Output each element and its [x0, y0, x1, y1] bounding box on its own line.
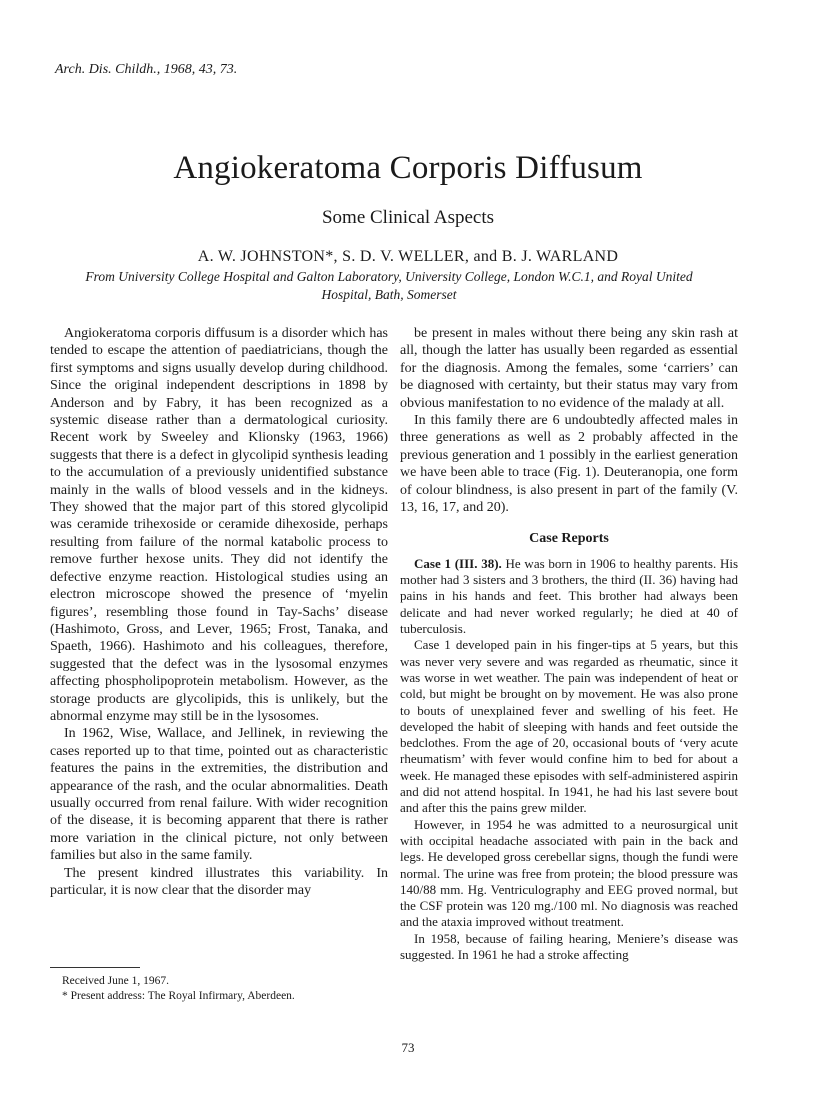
- author-affiliation: From University College Hospital and Galton Laboratory, University College, London W.C.1, and Royal United Hospital, Bath, Somerset: [85, 269, 693, 302]
- footnotes: [62, 974, 295, 1004]
- case-paragraph: [400, 556, 738, 637]
- case-reports-body: [400, 556, 738, 963]
- received-date: Received June 1, 1967.: [62, 975, 169, 987]
- body-paragraph: In this family there are 6 undoubtedly affected males in three generations as well as 2 probably affected in the previous generation and 1 possibly in the earliest generation we have been able to trace (Fig. 1). Deuteranopia, one form of colour blindness, is also present in part of the family (V. 13, 16, 17, and 20).: [400, 413, 738, 516]
- article-title: Angiokeratoma Corporis Diffusum: [173, 150, 643, 186]
- right-column: [400, 325, 738, 963]
- journal-citation: Arch. Dis. Childh., 1968, 43, 73.: [55, 62, 238, 77]
- section-heading-case-reports: Case Reports: [529, 531, 609, 547]
- article-subtitle: Some Clinical Aspects: [321, 207, 495, 228]
- body-paragraph: In 1962, Wise, Wallace, and Jellinek, in reviewing the cases reported up to that time, pointed out as characteristic features the pains in the extremities, the distribution and appearance of the rash, and the ocular abnormalities. Death usually occurred from renal failure. With wider recognition of the disease, it is becoming apparent that there is rather more variation in the clinical picture, not only between families but also in the same family.: [50, 726, 388, 864]
- author-list: A. W. JOHNSTON*, S. D. V. WELLER, and B. J. WARLAND: [197, 248, 619, 265]
- left-column: [50, 325, 388, 899]
- page-number: 73: [401, 1040, 415, 1055]
- case-paragraph: Case 1 developed pain in his finger-tips at 5 years, but this was never very severe and was regarded as rheumatic, since it was worse in wet weather. The pain was independent of heat or cold, but might be brought on by movement. He was also prone to bouts of unexplained fever and swelling of his feet. He developed the habit of sleeping with hands and feet outside the bedclothes. From the age of 20, occasional bouts of ‘very acute rheumatism’ with fever would confine him to bed for about a week. He managed these episodes with self-administered aspirin and did not attend hospital. In 1941, he had his last severe bout and after this the pains grew milder.: [400, 637, 738, 816]
- case-paragraph: However, in 1954 he was admitted to a neurosurgical unit with occipital headache associated with pain in the back and legs. He developed gross cerebellar signs, though the fundi were normal. The urine was free from protein; the blood pressure was 140/88 mm. Hg. Ventriculography and EEG proved normal, but the CSF protein was 120 mg./100 ml. No diagnosis was reached and the ataxia improved without treatment.: [400, 816, 738, 930]
- body-paragraph: be present in males without there being any skin rash at all, though the latter has usually been regarded as essential for the diagnosis. Among the females, some ‘carriers’ can be diagnosed with certainty, but their status may vary from obvious manifestation to no evidence of the malady at all.: [400, 326, 738, 411]
- body-paragraph: The present kindred illustrates this variability. In particular, it is now clear that the disorder may: [50, 865, 388, 898]
- body-paragraph: Angiokeratoma corporis diffusum is a disorder which has tended to escape the attention of paediatricians, though the first symptoms and signs usually develop during childhood. Since the original independent descriptions in 1898 by Anderson and by Fabry, it has been recognized as a systemic disease rather than a dermatological curiosity. Recent work by Sweeley and Klionsky (1963, 1966) suggests that there is a defect in glycolipid synthesis leading to the accumulation of a previously unidentified substance mainly in the walls of blood vessels and in the kidneys. They showed that the major part of this stored glycolipid was ceramide trihexoside or ceramide dihexoside, perhaps resulting from failure of the normal katabolic process to remove further hexose units. They did not identify the defective enzyme reaction. Histological studies using an electron microscope showed the presence of ‘myelin figures’, resembling those found in Tay-Sachs’ disease (Hashimoto, Gross, and Lever, 1965; Frost, Tanaka, and Spaeth, 1966). Hashimoto and his colleagues, therefore, suggested that the defect was in the lysosomal enzymes affecting phospholipoprotein metabolism. However, as the storage products are glycolipids, this is unlikely, but the abnormal enzyme may still be in the lysosomes.: [50, 326, 388, 724]
- case-text: He was born in 1906 to healthy parents. His mother had 3 sisters and 3 brothers, the third (II. 36) having had pains in his hands and feet. This brother had always been delicate and had never worked regularly; he died at 40 of tuberculosis.: [400, 555, 738, 637]
- footnote-divider: [50, 967, 140, 968]
- case-label: Case 1 (III. 38).: [414, 555, 502, 571]
- present-address-note: * Present address: The Royal Infirmary, Aberdeen.: [62, 990, 295, 1002]
- case-paragraph: In 1958, because of failing hearing, Meniere’s disease was suggested. In 1961 he had a stroke affecting: [400, 930, 738, 962]
